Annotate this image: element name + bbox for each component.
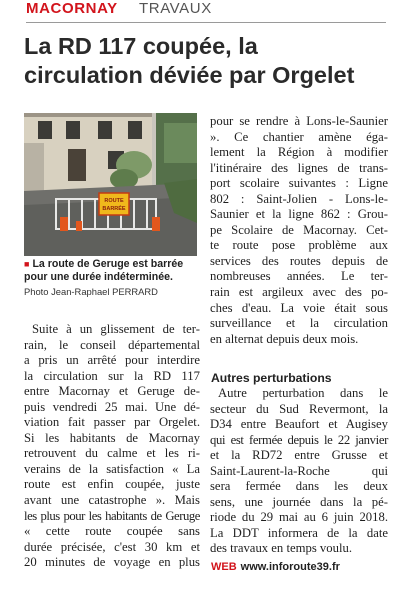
body-line: rain est argileux avec des po- <box>210 285 388 300</box>
article-column-2 <box>210 114 388 347</box>
body-line: viation fait passer par Orgelet. <box>24 415 200 430</box>
section-subheading: Autres perturbations <box>211 371 332 385</box>
body-line: surveillance et la circulation <box>210 316 388 331</box>
body-line: puis vendredi 25 mai. Une dé- <box>24 399 200 414</box>
body-line: durée précisée, c'est 30 km et <box>24 539 200 554</box>
photo-credit: Photo Jean-Raphael PERRARD <box>24 286 158 297</box>
headline-line: La RD 117 coupée, la <box>24 33 258 59</box>
caption-line: pour une durée indéterminée. <box>24 271 173 283</box>
body-line: ches d'eau. La voie était sous <box>210 300 388 315</box>
body-line: 20 minutes de voyage en plus <box>24 555 200 570</box>
body-line: secteur du Sud Revermont, la <box>210 401 388 416</box>
body-line: a pris un arrêté pour interdire <box>24 353 200 368</box>
body-line: services des routes depuis de <box>210 253 388 268</box>
body-line: et la RD72 entre Grusse et <box>210 448 388 463</box>
body-line: Si les habitants de Macornay <box>24 430 200 445</box>
web-reference <box>211 561 340 573</box>
body-line: route est enfin coupée, juste <box>24 477 200 492</box>
body-line: « cette route coupée sans <box>24 524 200 539</box>
body-line: rain, le conseil départemental <box>24 337 200 352</box>
sign-text: BARRÉE <box>102 206 126 212</box>
body-line: pe Scolaire de Macornay. Cet- <box>210 222 388 237</box>
section-place: MACORNAY <box>26 0 118 17</box>
body-line: Saunier et la ligne 862 : Grou- <box>210 207 388 222</box>
body-line: La DDT informera de la date <box>210 525 388 540</box>
body-line: avant une catastrophe ». Mais <box>24 493 200 508</box>
body-line: te route pose problème aux <box>210 238 388 253</box>
body-line: entre Macornay et Geruge de- <box>24 384 200 399</box>
road-closed-photo-illustration <box>24 113 197 256</box>
body-line: des travaux en temps voulu. <box>210 541 352 556</box>
web-tag: WEB <box>211 561 237 573</box>
article-photo <box>24 113 197 256</box>
body-line: Autre perturbation dans le <box>218 386 388 400</box>
body-line: qui est fermée depuis le 22 janvier <box>210 432 388 447</box>
headline-line: circulation déviée par Orgelet <box>24 62 355 88</box>
body-line: retrouvent du calme et les ri- <box>24 446 200 461</box>
body-line: Saint-Laurent-la-Roche qui <box>210 463 388 478</box>
sign-text: ROUTE <box>104 198 124 204</box>
web-url-link[interactable]: www.inforoute39.fr <box>240 561 340 573</box>
caption-line: La route de Geruge est barrée <box>32 258 184 270</box>
photo-caption <box>24 258 200 284</box>
article-column-1 <box>24 322 200 571</box>
caption-square-icon: ■ <box>24 259 30 269</box>
body-line: 802 : Saint-Jolien - Lons-le- <box>210 191 388 206</box>
body-line: port scolaire suivantes : Ligne <box>210 176 388 191</box>
body-line: Suite à un glissement de ter- <box>32 322 200 336</box>
body-line: les plus pour les habitants de Geruge <box>24 508 200 523</box>
article-headline <box>24 32 396 90</box>
body-line: nombreuses années. Le ter- <box>210 269 388 284</box>
body-line: D34 entre Beaufort et Augisey <box>210 417 388 432</box>
body-line: l'itinéraire des lignes de trans- <box>210 160 388 175</box>
body-line: lement la Région à modifier <box>210 145 388 160</box>
body-line: ». Ce chantier amène éga- <box>210 129 388 144</box>
body-line: sens, une journée dans la pé- <box>210 494 388 509</box>
body-line: en alternat depuis deux mois. <box>210 331 359 346</box>
body-line: verains de la satisfaction « La <box>24 461 200 476</box>
body-line: pour se rendre à Lons-le-Saunier <box>210 114 388 128</box>
body-line: riode du 29 mai au 6 juin 2018. <box>210 510 388 525</box>
article-column-3 <box>210 386 388 557</box>
body-line: sera fermée dans les deux <box>210 479 388 494</box>
body-line: la circulation sur la RD 117 <box>24 368 200 383</box>
section-rubric: TRAVAUX <box>139 0 212 17</box>
